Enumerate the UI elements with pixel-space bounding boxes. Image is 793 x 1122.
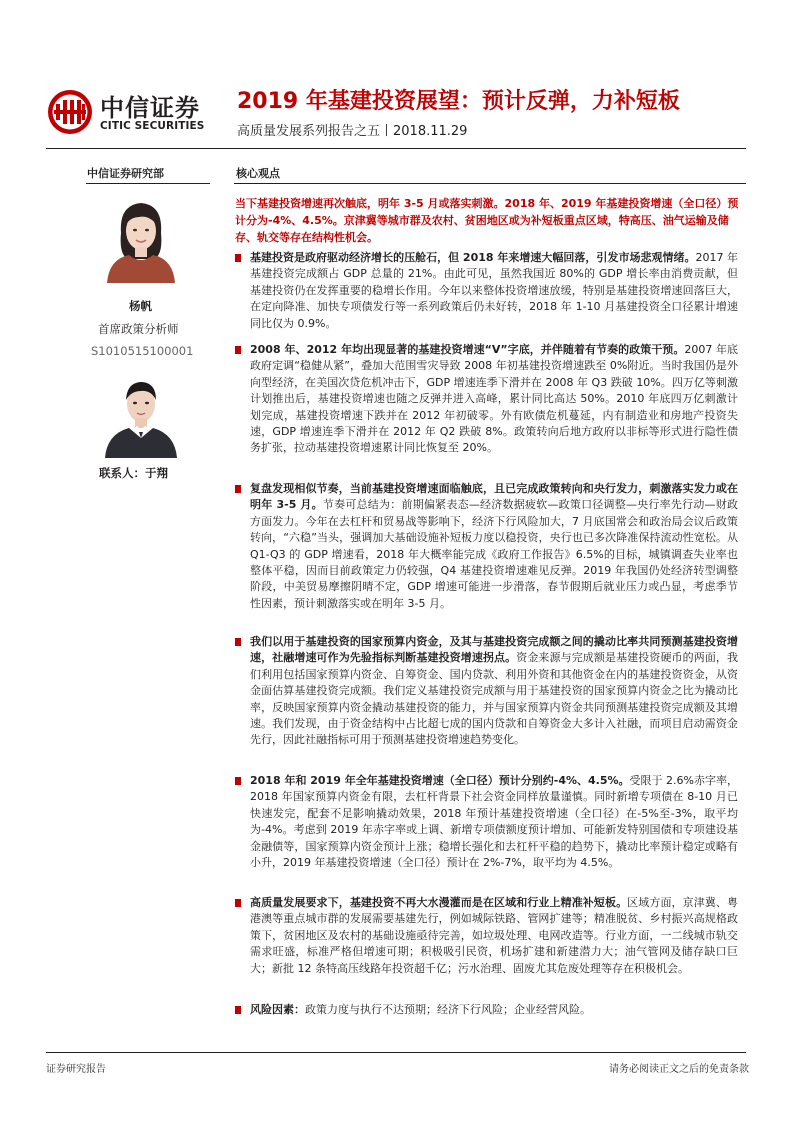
core-lead: 当下基建投资增速再次触底，明年 3-5 月或落实刺激。2018 年、2019 年基建投资增速（全口径）预计分为-4%、4.5%。京津冀等城市群及农村、贫困地区或为补短板重点区域，特高压、油气运输及储存、轨交等存在结构性机会。 [235,197,739,244]
point-heading: 2008 年、2012 年均出现显著的基建投资增速“V”字底，并伴随着有节奏的政策干预。 [250,343,685,356]
sidebar-divider [86,183,210,184]
core-heading: 核心观点 [236,167,280,180]
core-point [238,634,738,749]
analyst-name: 杨帆 [129,299,152,313]
core-point [238,773,738,871]
contact-name: 联系人：于翔 [99,466,168,480]
bullet-square-icon [235,346,241,354]
brand-name-cn: 中信证券 [100,94,200,122]
point-body: 2007 年底政府定调“稳健从紧”，叠加大范围雪灾导致 2008 年初基建投资增速跌至 0%附近。当时我国仍是外向型经济，在美国次贷危机冲击下，GDP 增速连季下滑并在 2008 年 Q3 跌破 10%。四万亿等刺激计划推出后，基建投资增速也随之反弹并进入高峰，累计同比高达 50%。2010 年底四万亿刺激计划完成，基建投资增速下跌并在 2012 年初破零。外有欧债危机蔓延，内有制造业和房地产投资失速，GDP 增速连季下滑并在 2012 年 Q2 跌破 8%。政策转向后地方政府以非标等形式进行隐性债务扩张，拉动基建投资增速累计同比恢复至 20%。 [250,343,738,455]
point-body: 区域方面，京津冀、粤港澳等重点城市群的发展需要基建先行，例如城际铁路、管网扩建等；精准脱贫、乡村振兴高规格政策下，贫困地区及农村的基础设施亟待完善，如垃圾处理、电网改造等。行业方面，一二线城市轨交需求旺盛，标准严格但增速可期；积极吸引民资，机场扩建和新建潜力大；油气管网及储存缺口巨大；新批 12 条特高压线路年投资超千亿；污水治理、固废尤其危废处理等存在积极机会。 [250,896,739,975]
bullet-square-icon [235,1006,241,1014]
footer-divider [46,1052,746,1053]
footer-disclaimer-link[interactable]: 请务必阅读正文之后的免责条款 [609,1064,749,1075]
core-point [238,250,738,332]
point-body: 2017 年基建投资完成额占 GDP 总量的 21%。由此可见，虽然我国近 80%的 GDP 增长率由消费贡献，但基建投资仍在发挥重要的稳增长作用。今年以来整体投资增速放缓，特别是基建投资增速回落巨大，在定向降准、加快专项债发行等一系列政策后仍未好转，2018 年 1-10 月基建投资全口径累计增速同比仅为 0.9%。 [250,251,738,330]
point-heading: 我们以用于基建投资的国家预算内资金，及其与基建投资完成额之间的撬动比率共同预测基建投资增速，社融增速可作为先验指标判断基建投资增速拐点。 [250,635,738,665]
footer-left: 证券研究报告 [46,1064,106,1075]
avatar-female-icon [101,193,181,283]
header-divider [46,148,746,149]
core-point [238,1002,738,1018]
analyst-code: S1010515100001 [91,344,194,358]
bullet-square-icon [235,638,241,646]
core-point [238,895,738,977]
point-heading: 高质量发展要求下，基建投资不再大水漫灌而是在区域和行业上精准补短板。 [250,896,628,909]
avatar-male-icon [101,372,181,458]
point-body: 资金来源与完成额是基建投资硬币的两面，我们利用包括国家预算内资金、自筹资金、国内贷款、利用外资和其他资金在内的基建投资资金，从资金面估算基建投资完成额。我们定义基建投资完成额与用于基建投资的国家预算内资金之比为撬动比率，反映国家预算内资金撬动基建投资的能力，并与国家预算内资金共同预测基建投资完成额及其增速。我们发现，由于资金结构中占比超七成的国内贷款和自筹资金大多计入社融，而项目启动需资金先行，因此社融指标可用于预测基建投资增速趋势变化。 [250,651,739,747]
contact-photo [101,372,181,458]
bullet-square-icon [235,899,241,907]
point-heading: 复盘发现相似节奏，当前基建投资增速面临触底，且已完成政策转向和央行发力，刺激落实发力或在明年 3-5 月。 [250,482,738,512]
point-body: 政策力度与执行不达预期；经济下行风险；企业经营风险。 [305,1003,591,1016]
point-heading: 基建投资是政府驱动经济增长的压舱石，但 2018 年来增速大幅回落，引发市场悲观情绪。 [250,251,696,264]
brand-name-en: CITIC SECURITIES [100,120,205,132]
citic-logo-icon [46,88,94,136]
core-divider [234,183,746,184]
core-point [238,481,738,612]
analyst-photo [101,193,181,283]
core-point [238,342,738,457]
analyst-role: 首席政策分析师 [98,322,179,336]
report-title: 2019 年基建投资展望：预计反弹，力补短板 [237,89,680,114]
department-label: 中信证券研究部 [87,167,164,180]
bullet-square-icon [235,485,241,493]
brand-logo [46,86,224,136]
bullet-square-icon [235,777,241,785]
point-heading: 风险因素： [250,1003,305,1016]
point-heading: 2018 年和 2019 年全年基建投资增速（全口径）预计分别约-4%、4.5%。 [250,774,630,787]
bullet-square-icon [235,254,241,262]
point-body: 受限于 2.6%赤字率，2018 年国家预算内资金有限，去杠杆背景下社会资金同样放量谨慎。同时新增专项债在 8-10 月已快速发完，配套不足影响撬动效果，2018 年预计基建投资增速（全口径）在-5%至-3%，取平均为-4%。考虑到 2019 年赤字率或上调、新增专项债额度预计增加、可能新发特别国债和专项建设基金融债等，国家预算内资金预计上涨；稳增长强化和去杠杆平稳的趋势下，撬动比率预计稳定或略有小升，2019 年基建投资增速（全口径）预计在 2%-7%，取平均为 4.5%。 [250,774,738,870]
report-subtitle: 高质量发展系列报告之五丨2018.11.29 [237,124,468,139]
point-body: 节奏可总结为：前期偏紧表态—经济数据疲软—政策口径调整—央行率先行动—财政方面发力。今年在去杠杆和贸易战等影响下，经济下行风险加大，7 月底国常会和政治局会议后政策转向，“六稳”当头，强调加大基础设施补短板力度以稳投资，央行也已多次降准保持流动性宽松。从 Q1-Q3 的 GDP 增速看，2018 年大概率能完成《政府工作报告》6.5%的目标，城镇调查失业率也整体平稳，因而目前政策定力仍较强，Q4 基建投资增速难见反弹。2019 年我国仍处经济转型调整阶段，中美贸易摩擦阴晴不定，GDP 增速可能进一步滑落，春节假期后就业压力或凸显，考虑季节性因素，预计刺激落实或在明年 3-5 月。 [250,498,738,610]
